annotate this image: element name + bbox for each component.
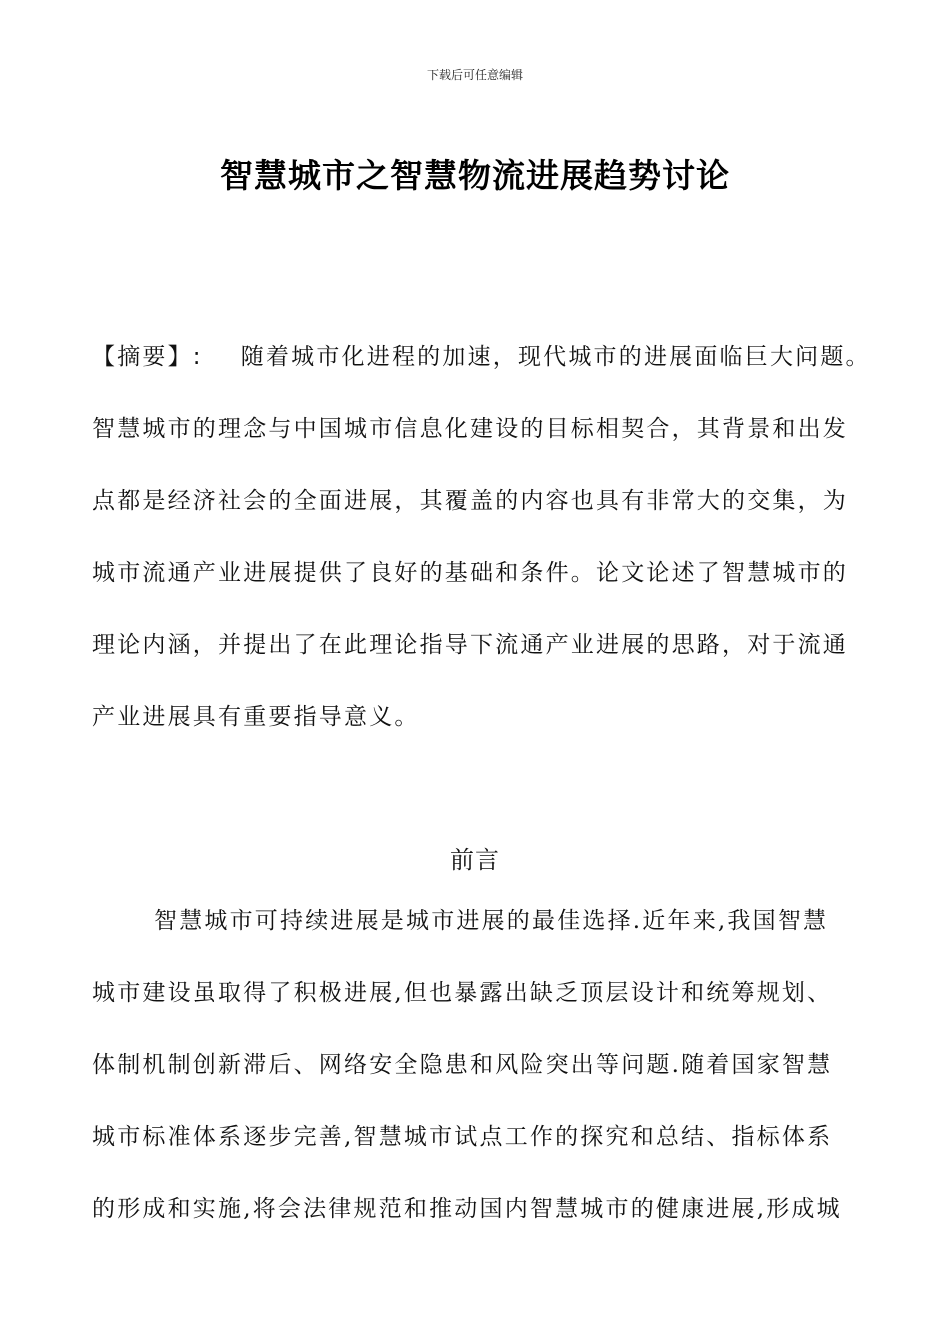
intro-line: 智慧城市可持续进展是城市进展的最佳选择.近年来,我国智慧 bbox=[154, 908, 829, 934]
section-title: 前言 bbox=[450, 846, 500, 874]
abstract-line: 城市流通产业进展提供了良好的基础和条件。论文论述了智慧城市的 bbox=[92, 560, 848, 586]
abstract-line: 理论内涵，并提出了在此理论指导下流通产业进展的思路，对于流通 bbox=[92, 632, 848, 658]
abstract-line: 智慧城市的理念与中国城市信息化建设的目标相契合，其背景和出发 bbox=[92, 416, 848, 442]
abstract-label: 【摘要】: bbox=[92, 344, 203, 370]
abstract-line bbox=[92, 333, 872, 405]
intro-line: 城市标准体系逐步完善,智慧城市试点工作的探究和总结、指标体系 bbox=[92, 1124, 833, 1150]
document-title: 智慧城市之智慧物流进展趋势讨论 bbox=[220, 156, 730, 195]
abstract-line: 点都是经济社会的全面进展，其覆盖的内容也具有非常大的交集，为 bbox=[92, 488, 848, 514]
intro-line: 的形成和实施,将会法律规范和推动国内智慧城市的健康进展,形成城 bbox=[92, 1196, 842, 1222]
intro-line: 城市建设虽取得了积极进展,但也暴露出缺乏顶层设计和统筹规划、 bbox=[92, 980, 833, 1006]
intro-line: 体制机制创新滞后、网络安全隐患和风险突出等问题.随着国家智慧 bbox=[92, 1052, 833, 1078]
intro-paragraph bbox=[92, 897, 872, 1257]
abstract-line: 产业进展具有重要指导意义。 bbox=[92, 704, 420, 730]
abstract-text: 随着城市化进程的加速，现代城市的进展面临巨大问题。 bbox=[240, 344, 871, 370]
header-note: 下载后可任意编辑 bbox=[426, 68, 523, 82]
abstract-block bbox=[92, 333, 872, 765]
